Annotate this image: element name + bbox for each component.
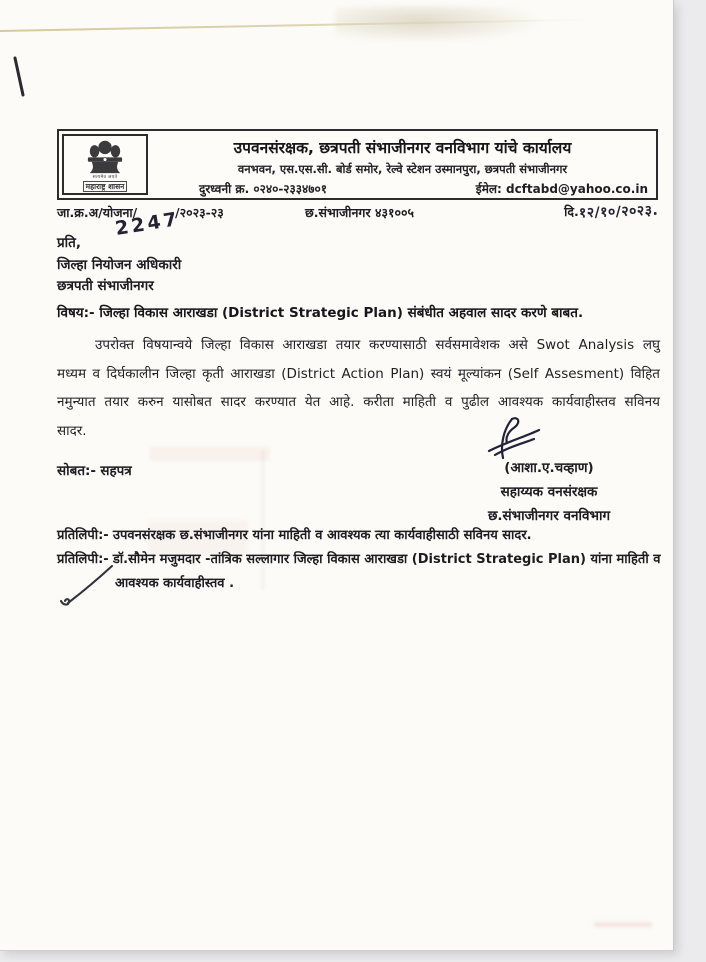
body-line: मध्यम व दिर्घकालीन जिल्हा कृती आराखडा (District Action Plan) स्वयं मूल्यांकन (Self Assesment) विहित xyxy=(57,365,660,382)
ink-bleedthrough xyxy=(594,922,652,927)
copy-text: उपवनसंरक्षक छ.संभाजीनगर यांना माहिती व आवश्यक त्या कार्यवाहीसाठी सविनय सादर. xyxy=(112,528,532,543)
handwritten-date: १२/१०/२०२३. xyxy=(578,202,659,222)
letterhead-text xyxy=(151,132,654,197)
office-address: वनभवन, एस.एस.सी. बोर्ड समोर, रेल्वे स्टेशन उस्मानपुरा, छत्रपती संभाजीनगर xyxy=(237,162,568,176)
body-line: सादर. xyxy=(57,422,87,439)
email-address: ईमेल: dcftabd@yahoo.co.in xyxy=(475,182,648,196)
recipient-salutation: प्रति, xyxy=(57,235,82,251)
pen-stroke-mark xyxy=(10,54,28,100)
signatory-name: (आशा.ए.चव्हाण) xyxy=(504,460,594,476)
date-prefix: दि. xyxy=(564,204,579,219)
place-and-pincode: छ.संभाजीनगर ४३१००५ xyxy=(305,205,414,220)
subject-label: विषय:- xyxy=(57,305,95,321)
enclosure-label: सोबत:- xyxy=(57,463,97,479)
subject-line xyxy=(57,303,661,321)
copy-label: प्रतिलिपी:- xyxy=(57,528,109,543)
body-paragraph xyxy=(57,331,660,445)
copy-line xyxy=(57,548,665,572)
ink-bleedthrough xyxy=(150,447,270,461)
government-name: महाराष्ट्र शासन xyxy=(83,181,128,192)
signatory-designation: सहाय्यक वनसंरक्षक xyxy=(500,484,598,500)
letterhead xyxy=(57,129,658,200)
handwritten-signature xyxy=(474,414,546,462)
enclosure-line xyxy=(57,461,132,479)
handwritten-outward-number: 2247 xyxy=(113,208,182,240)
handwritten-checkmark xyxy=(55,560,119,612)
recipient-block xyxy=(57,233,181,298)
copy-text-continuation: आवश्यक कार्यवाहीस्तव . xyxy=(115,576,235,591)
body-line: नमुन्यात तयार करुन यासोबत सादर करण्यात येत आहे. करीता माहिती व पुढील आवश्यक कार्यवाहीस्तव सविनय xyxy=(57,394,660,410)
copy-label: प्रतिलिपी:- xyxy=(57,552,109,567)
subject-text: जिल्हा विकास आराखडा (District Strategic Plan) संबंधीत अहवाल सादर करणे बाबत. xyxy=(99,305,584,321)
copy-line xyxy=(57,524,665,548)
recipient-place: छत्रपती संभाजीनगर xyxy=(57,278,154,294)
emblem-box xyxy=(62,134,148,195)
emblem-motto: सत्यमेव जयते xyxy=(92,175,118,180)
ashoka-lion-capital-icon xyxy=(81,137,129,175)
office-title: उपवनसंरक्षक, छत्रपती संभाजीनगर वनविभाग यांचे कार्यालय xyxy=(233,139,572,157)
copy-distribution-block xyxy=(57,524,665,596)
signatory-division: छ.संभाजीनगर वनविभाग xyxy=(487,508,611,524)
contact-row xyxy=(151,180,654,197)
outward-number-label: जा.क्र.अ/योजना/ xyxy=(57,205,138,220)
enclosure-text: सहपत्र xyxy=(100,463,132,479)
phone-number: दुरध्वनी क्र. ०२४०-२३३४७०१ xyxy=(199,182,327,196)
scan-smudge xyxy=(335,6,545,44)
letter-date xyxy=(564,202,658,221)
reference-year: /२०२३-२३ xyxy=(175,205,224,220)
recipient-title: जिल्हा नियोजन अधिकारी xyxy=(57,256,182,273)
body-line: उपरोक्त विषयान्वये जिल्हा विकास आराखडा तयार करण्यासाठी सर्वसमावेशक असे Swot Analysis लघु xyxy=(95,337,660,353)
copy-text: डॉ.सौमेन मजुमदार -तांत्रिक सल्लागार जिल्हा विकास आराखडा (District Strategic Plan) यांना माहिती व xyxy=(112,552,661,567)
